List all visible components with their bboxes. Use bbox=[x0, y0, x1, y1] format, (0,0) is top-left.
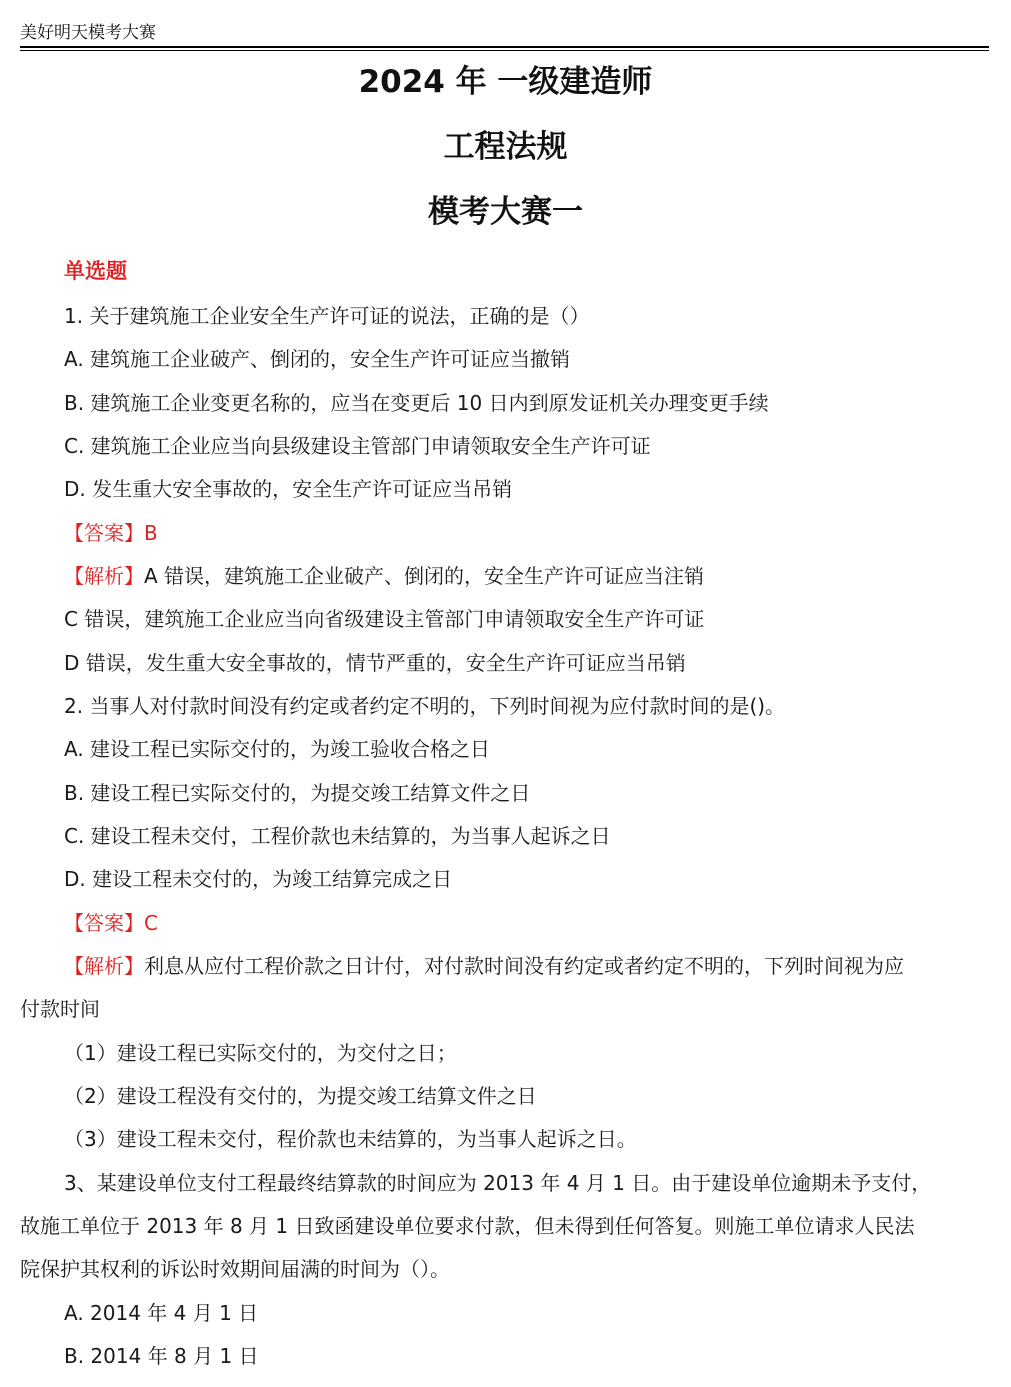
q1-stem: 1. 关于建筑施工企业安全生产许可证的说法，正确的是（） bbox=[64, 304, 590, 328]
q1-option-b: B. 建筑施工企业变更名称的，应当在变更后 10 日内到原发证机关办理变更手续 bbox=[64, 391, 769, 415]
q1-analysis-line-1: A 错误，建筑施工企业破产、倒闭的，安全生产许可证应当注销 bbox=[144, 564, 705, 588]
q2-analysis-line-2: 付款时间 bbox=[20, 997, 100, 1021]
q2-stem: 2. 当事人对付款时间没有约定或者约定不明的，下列时间视为应付款时间的是()。 bbox=[64, 694, 786, 718]
q2-analysis-tag: 【解析】 bbox=[64, 954, 144, 978]
q1-answer-value: B bbox=[144, 521, 158, 545]
q2-analysis-item-3: （3）建设工程未交付，程价款也未结算的，为当事人起诉之日。 bbox=[64, 1127, 637, 1151]
title-line-1: 2024 年 一级建造师 bbox=[358, 64, 653, 100]
q2-answer-value: C bbox=[144, 911, 158, 935]
title-line-2: 工程法规 bbox=[443, 129, 568, 165]
q2-analysis bbox=[64, 950, 904, 979]
q1-analysis-line-2: C 错误，建筑施工企业应当向省级建设主管部门申请领取安全生产许可证 bbox=[64, 607, 705, 631]
q3-stem-line-3: 院保护其权利的诉讼时效期间届满的时间为（）。 bbox=[20, 1257, 450, 1281]
q2-answer bbox=[64, 907, 158, 936]
q1-analysis-tag: 【解析】 bbox=[64, 564, 144, 588]
section-heading: 单选题 bbox=[64, 259, 127, 283]
q1-option-c: C. 建筑施工企业应当向县级建设主管部门申请领取安全生产许可证 bbox=[64, 434, 651, 458]
q2-analysis-item-1: （1）建设工程已实际交付的，为交付之日； bbox=[64, 1041, 457, 1065]
q2-analysis-item-2: （2）建设工程没有交付的，为提交竣工结算文件之日 bbox=[64, 1084, 537, 1108]
header-rule-thin bbox=[20, 50, 989, 51]
q1-answer bbox=[64, 517, 158, 546]
q2-answer-tag: 【答案】 bbox=[64, 911, 144, 935]
q1-answer-tag: 【答案】 bbox=[64, 521, 144, 545]
q2-option-b: B. 建设工程已实际交付的，为提交竣工结算文件之日 bbox=[64, 781, 531, 805]
q1-option-a: A. 建筑施工企业破产、倒闭的，安全生产许可证应当撤销 bbox=[64, 347, 571, 371]
title-line-3: 模考大赛一 bbox=[428, 194, 583, 230]
q1-analysis-line-3: D 错误，发生重大安全事故的，情节严重的，安全生产许可证应当吊销 bbox=[64, 651, 686, 675]
q2-option-c: C. 建设工程未交付，工程价款也未结算的，为当事人起诉之日 bbox=[64, 824, 611, 848]
document-header: 美好明天模考大赛 bbox=[20, 23, 156, 43]
q3-stem-line-1: 3、某建设单位支付工程最终结算款的时间应为 2013 年 4 月 1 日。由于建设单位逾期未予支付， bbox=[64, 1171, 932, 1195]
header-rule bbox=[20, 46, 989, 48]
q3-option-a: A. 2014 年 4 月 1 日 bbox=[64, 1301, 259, 1325]
q3-option-b: B. 2014 年 8 月 1 日 bbox=[64, 1344, 259, 1368]
q1-analysis bbox=[64, 560, 704, 589]
q1-option-d: D. 发生重大安全事故的，安全生产许可证应当吊销 bbox=[64, 477, 513, 501]
q2-analysis-line-1: 利息从应付工程价款之日计付，对付款时间没有约定或者约定不明的，下列时间视为应 bbox=[144, 954, 904, 978]
q3-stem-line-2: 故施工单位于 2013 年 8 月 1 日致函建设单位要求付款，但未得到任何答复。则施工单位请求人民法 bbox=[20, 1214, 915, 1238]
q2-option-a: A. 建设工程已实际交付的，为竣工验收合格之日 bbox=[64, 737, 491, 761]
q2-option-d: D. 建设工程未交付的，为竣工结算完成之日 bbox=[64, 867, 453, 891]
